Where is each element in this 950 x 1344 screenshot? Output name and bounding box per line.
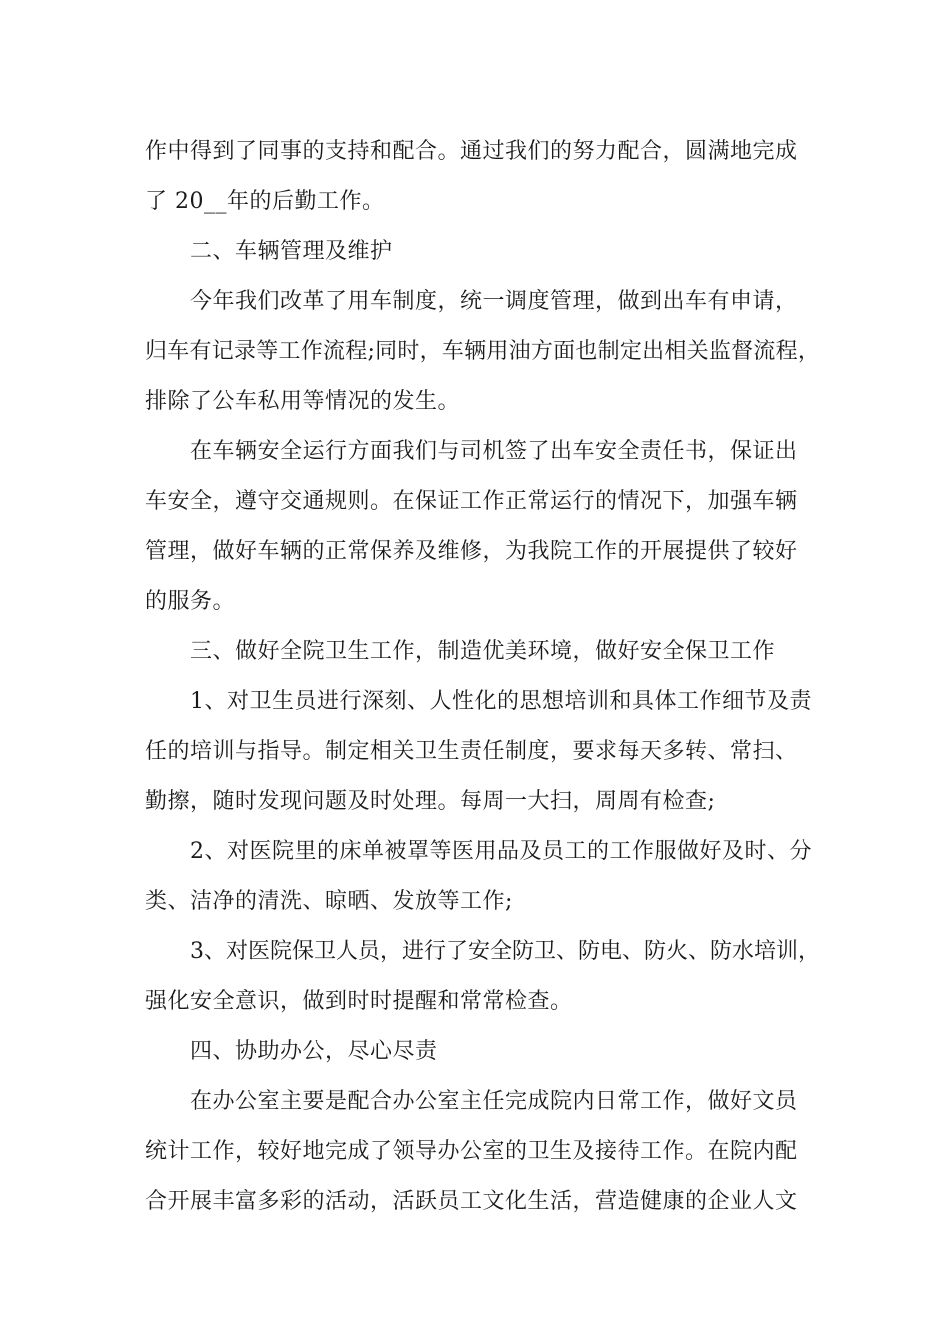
text-line: 3、对医院保卫人员，进行了安全防卫、防电、防火、防水培训， — [190, 939, 820, 964]
section-heading: 二、车辆管理及维护 — [190, 239, 393, 264]
text-line: 归车有记录等工作流程;同时，车辆用油方面也制定出相关监督流程， — [145, 339, 821, 364]
text-line: 车安全，遵守交通规则。在保证工作正常运行的情况下，加强车辆 — [145, 489, 798, 514]
text-line: 强化安全意识，做到时时提醒和常常检查。 — [145, 989, 573, 1014]
section-heading: 三、做好全院卫生工作，制造优美环境，做好安全保卫工作 — [190, 639, 776, 664]
text-line: 在车辆安全运行方面我们与司机签了出车安全责任书，保证出 — [190, 439, 798, 464]
text-line: 了 20__年的后勤工作。 — [145, 189, 385, 214]
text-line: 2、对医院里的床单被罩等医用品及员工的工作服做好及时、分 — [190, 839, 812, 864]
text-line: 类、洁净的清洗、晾晒、发放等工作; — [145, 889, 513, 914]
text-line: 统计工作，较好地完成了领导办公室的卫生及接待工作。在院内配 — [145, 1139, 798, 1164]
text-line: 合开展丰富多彩的活动，活跃员工文化生活，营造健康的企业人文 — [145, 1189, 798, 1214]
text-line: 排除了公车私用等情况的发生。 — [145, 389, 461, 414]
text-line: 的服务。 — [145, 589, 236, 614]
text-line: 勤擦，随时发现问题及时处理。每周一大扫，周周有检查; — [145, 789, 716, 814]
text-line: 1、对卫生员进行深刻、人性化的思想培训和具体工作细节及责 — [190, 689, 812, 714]
section-heading: 四、协助办公，尽心尽责 — [190, 1039, 438, 1064]
text-line: 今年我们改革了用车制度，统一调度管理，做到出车有申请， — [190, 289, 798, 314]
text-line: 作中得到了同事的支持和配合。通过我们的努力配合，圆满地完成 — [145, 139, 798, 164]
text-line: 管理，做好车辆的正常保养及维修，为我院工作的开展提供了较好 — [145, 539, 798, 564]
text-line: 任的培训与指导。制定相关卫生责任制度，要求每天多转、常扫、 — [145, 739, 798, 764]
text-line: 在办公室主要是配合办公室主任完成院内日常工作，做好文员 — [190, 1089, 798, 1114]
